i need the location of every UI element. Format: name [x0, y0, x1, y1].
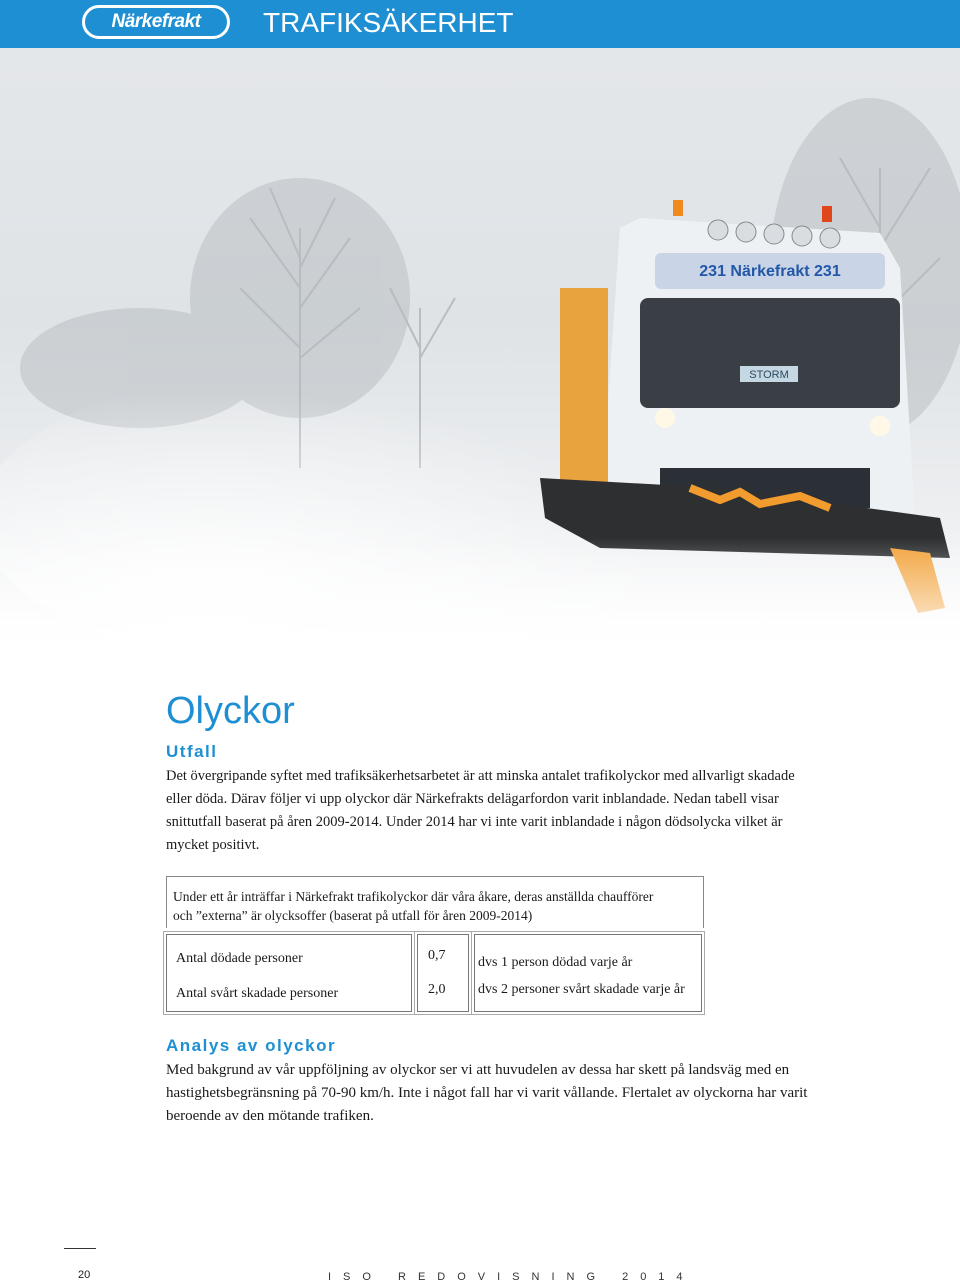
table-cell-value: 2,0 — [428, 982, 446, 997]
footer-document-title: ISO REDOVISNING 2014 — [328, 1271, 695, 1283]
footer-divider — [64, 1248, 96, 1249]
utfall-paragraph — [166, 765, 866, 857]
table-cell-label: Antal svårt skadade personer — [176, 986, 339, 1001]
paragraph-line: mycket positivt. — [166, 837, 260, 853]
analys-paragraph — [166, 1059, 866, 1128]
header-bar — [0, 0, 960, 48]
table-value-column — [417, 934, 469, 1012]
table-cell-value: 0,7 — [428, 948, 446, 963]
table-note-column — [474, 934, 702, 1012]
table-label-column — [166, 934, 412, 1012]
paragraph-line: beroende av den mötande trafiken. — [166, 1108, 374, 1124]
page-number: 20 — [78, 1269, 91, 1281]
table-cell-note: dvs 2 personer svårt skadade varje år — [478, 982, 685, 997]
narkefrakt-logo: Närkefrakt — [82, 5, 230, 39]
table-intro — [166, 876, 704, 928]
table-intro-line: och ”externa” är olycksoffer (baserat på utfall för åren 2009-2014) — [173, 908, 533, 923]
paragraph-line: Med bakgrund av vår uppföljning av olyckor ser vi att huvudelen av dessa har skett på landsväg med en — [166, 1062, 790, 1078]
page-title: Olyckor — [166, 690, 295, 732]
table-intro-line: Under ett år inträffar i Närkefrakt trafikolyckor där våra åkare, deras anställda chaufförer — [173, 889, 654, 904]
section-heading-analys: Analys av olyckor — [166, 1036, 337, 1055]
table-cell-label: Antal dödade personer — [176, 951, 303, 966]
paragraph-line: Det övergripande syftet med trafiksäkerhetsarbetet är att minska antalet trafikolyckor med allvarligt skadade — [166, 768, 795, 784]
paragraph-line: snittutfall baserat på åren 2009-2014. Under 2014 har vi inte varit inblandade i någon dödsolycka vilket är — [166, 814, 783, 830]
paragraph-line: hastighetsbegränsning på 70-90 km/h. Inte i något fall har vi varit vållande. Flertalet av olyckorna har varit — [166, 1085, 808, 1101]
snowplow-truck-photo — [0, 48, 960, 660]
section-heading-utfall: Utfall — [166, 742, 218, 761]
paragraph-line: eller döda. Därav följer vi upp olyckor där Närkefrakts delägarfordon varit inblandade. Nedan tabell visar — [166, 791, 779, 807]
table-cell-note: dvs 1 person dödad varje år — [478, 955, 633, 970]
page-section-title: TRAFIKSÄKERHET — [263, 7, 514, 38]
